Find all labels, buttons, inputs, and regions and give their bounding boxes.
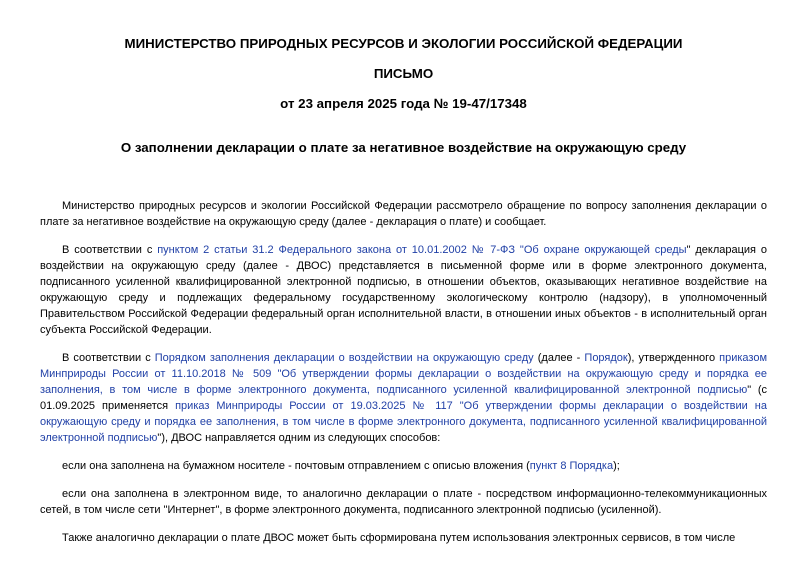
document-type: ПИСЬМО <box>373 66 434 81</box>
paragraph-5-text: если она заполнена в электронном виде, то аналогично декларации о плате - посредством информационно-телекоммуникационных сетей, в том числе сети "Интернет", в форме электронного документа, подписанного электронной подписью (усиленной). <box>40 488 767 516</box>
procedure-item-8-link[interactable]: пункт 8 Порядка <box>529 460 614 472</box>
paragraph-3-mid-1: (далее - <box>533 352 585 364</box>
paragraph-1 <box>40 198 767 230</box>
paragraph-4-pre: если она заполнена на бумажном носителе - почтовым отправлением с описью вложения ( <box>62 460 530 472</box>
paragraph-5 <box>40 486 767 518</box>
document-body <box>40 198 767 558</box>
document-date-number: от 23 апреля 2025 года № 19-47/17348 <box>280 96 527 111</box>
paragraph-3-mid-2: ), утвержденного <box>627 352 720 364</box>
law-7fz-link[interactable]: пунктом 2 статьи 31.2 Федерального закона от 10.01.2002 № 7-ФЗ "Об охране окружающей среды <box>157 244 687 256</box>
order-509-link[interactable]: приказом Минприроды России от 11.10.2018 № 509 "Об утверждении формы декларации о воздействии на окружающую среду и порядка ее заполнения, в том числе в форме электронного документа, подписанного усиленной квалифицированной электронной подписью <box>40 352 768 396</box>
document-subject: О заполнении декларации о плате за негативное воздействие на окружающую среду <box>120 140 687 155</box>
paragraph-2 <box>40 242 767 338</box>
paragraph-4 <box>40 458 767 474</box>
paragraph-6-text: Также аналогично декларации о плате ДВОС может быть сформирована путем использования электронных сервисов, в том числе <box>62 532 736 544</box>
paragraph-4-post: ); <box>613 460 620 472</box>
paragraph-2-post: " декларация о воздействии на окружающую среду (далее - ДВОС) представляется в письменной форме или в форме электронного документа, подписанного усиленной квалифицированной электронной подписью, в отношении объектов, оказывающих негативное воздействие на окружающую среду и подлежащих федеральному государственному экологическому контролю (надзору), в уполномоченный Правительством Российской Федерации федеральный орган исполнительной власти, в отношении иных объектов - в исполнительный орган субъекта Российской Федерации. <box>40 244 768 336</box>
order-117-link[interactable]: приказ Минприроды России от 19.03.2025 № 117 "Об утверждении формы декларации о воздействии на окружающую среду и порядка ее заполнения, в том числе в форме электронного документа, подписанного усиленной квалифицированной электронной подписью <box>40 400 767 444</box>
paragraph-3-post: "), ДВОС направляется одним из следующих способов: <box>157 432 441 444</box>
paragraph-1-text: Министерство природных ресурсов и экологии Российской Федерации рассмотрело обращение по вопросу заполнения декларации о плате за негативное воздействие на окружающую среду (далее - декларация о плате) и сообщает. <box>40 200 767 228</box>
ministry-heading: МИНИСТЕРСТВО ПРИРОДНЫХ РЕСУРСОВ И ЭКОЛОГИИ РОССИЙСКОЙ ФЕДЕРАЦИИ <box>124 36 683 51</box>
procedure-short-link[interactable]: Порядок <box>584 352 628 364</box>
paragraph-3 <box>40 350 767 446</box>
paragraph-6 <box>40 530 767 546</box>
paragraph-2-pre: В соответствии с <box>62 244 158 256</box>
paragraph-3-pre: В соответствии с <box>62 352 155 364</box>
paragraph-3-mid-3: " (с 01.09.2025 применяется <box>40 384 767 412</box>
procedure-link[interactable]: Порядком заполнения декларации о воздействии на окружающую среду <box>154 352 534 364</box>
